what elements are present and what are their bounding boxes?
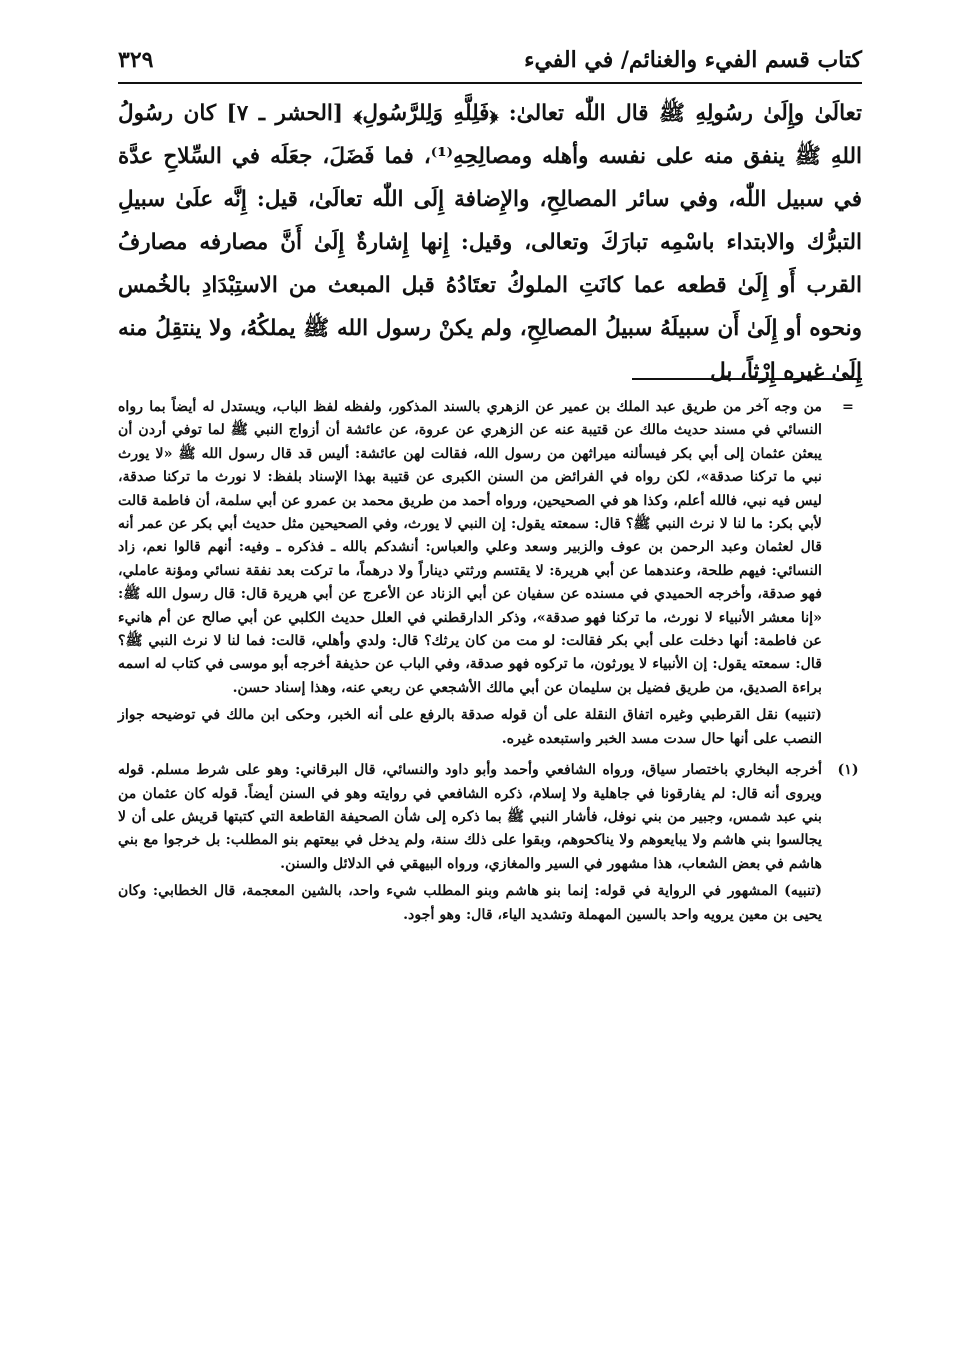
- footnote-1-marker: (١): [837, 762, 859, 779]
- page-header: [118, 40, 862, 80]
- footnotes-section: [118, 396, 862, 931]
- footnote-continuation: [118, 396, 862, 751]
- footnote-separator: [632, 378, 862, 380]
- continuation-marker: =: [842, 399, 854, 415]
- footnote-1-text: أخرجه البخاري باختصار سياق، ورواه الشافعي وأحمد وأبو داود والنسائي، قال البرقاني: وهو على شرط مسلم. قوله ويروى أنه قال: لم يفارقونا في جاهلية ولا إسلام، ذكره الشافعي في روايته وهو في السنن أيضاً. قوله كان عثمان من بني عبد شمس، وجبير من بني نوفل، فأشار النبي ﷺ بما ذكره إلى شأن الصحيفة القاطعة التي كتبتها قريش على أن لا يجالسوا بني هاشم ولا يبايعوهم ولا يناكحوهم، وبقوا على ذلك سنة، ولم يدخل في بيعتهم بنو المطلب: بل خرجوا مع بني هاشم في بعض الشعاب، هذا مشهور في السير والمغازي، ورواه البيهقي في الدلائل والسنن.: [118, 762, 822, 872]
- footnote-continuation-text: من وجه آخر من طريق عبد الملك بن عمير عن الزهري بالسند المذكور، ولفظه لفظ الباب، ويستدل له أيضاً بما رواه النسائي في مسند حديث مالك عن قتيبة عنه عن الزهري عن عروة، عن عائشة أن أزواج النبي ﷺ لما توفي أردن أن يبعثن عثمان إلى أبي بكر فيسألنه ميراثهن من رسول الله، فقالت لهن عائشة: أليس قد قال رسول الله ﷺ «لا يورث نبي ما تركنا صدقة»، لكن رواه في الفرائض من السنن الكبرى عن قتيبة بهذا الإسناد بلفظ: لا نورث ما تركنا صدقة، ليس فيه نبي، فالله أعلم، وكذا هو في الصحيحين، ورواه أحمد من طريق محمد بن عمرو عن أبي سلمة، أن فاطمة قالت لأبي بكر: ما لنا لا نرث النبي ﷺ؟ قال: سمعته يقول: إن النبي لا يورث، وفي الصحيحين مثل حديث أبي بكر عن عمر أنه قال لعثمان وعبد الرحمن بن عوف والزبير وسعد وعلي والعباس: أنشدكم بالله ـ فذكره ـ وفيه: أنهم قالوا نعم، زاد النسائي: فيهم طلحة، وعندهما عن أبي هريرة: لا يقتسم ورثتي ديناراً ولا درهماً، ما تركت بعد نفقة نسائي ومؤنة عاملي، فهو صدقة، وأخرجه الحميدي في مسنده عن سفيان عن أبي الزناد عن الأعرج عن أبي هريرة قال: قال رسول الله ﷺ: «إنا معشر الأنبياء لا نورث، ما تركنا فهو صدقة»، وذكر الدارقطني في العلل حديث الكلبي عن أبي صالح عن أم هانيء عن فاطمة: أنها دخلت على أبي بكر فقالت: لو مت من كان يرثك؟ قال: ولدي وأهلي، قالت: فما لنا لا نرث النبي ﷺ؟ قال: سمعته يقول: إن الأنبياء لا يورثون، ما تركوه فهو صدقة، وفي الباب عن حذيفة أخرجه أبو موسى في كتاب له اسمه براءة الصديق، من طريق فضيل بن سليمان عن أبي مالك الأشجعي عن ربعي عنه، وهذا إسناد حسن.: [118, 399, 822, 696]
- main-paragraph: تعالَىٰ وإِلَىٰ رسُولِهِ ﷺ قال اللّٰه تعالىٰ: ﴿فَلِلَّهِ وَلِلرَّسُولِ﴾ [الحشر ـ ٧] كان رسُولُ اللهِ ﷺ ينفق منه على نفسه وأهله ومصالِحِهِ⁽¹⁾، فما فَضَلَ، جعَلَه في السِّلاحِ عدَّة في سبيل اللّٰه، وفي سائر المصالِحِ، والإِضافة إِلَى اللّٰه تعالَىٰ، قيل: إِنَّه علَىٰ سبيلِ التبرُّك والابتداء باسْمِه تبارَكَ وتعالى، وقيل: إِنها إِشارةٌ إِلَىٰ أَنَّ مصارفه مصارفُ القرب أَو إِلَىٰ قطعه عما كانَتِ الملوكُ تعتَادُهُ قبل المبعث من الاستِبْدَادِ بالخُمس ونحوه أو إِلَىٰ أَن سبيلَهُ سبيلُ المصالِحِ، ولم يكنْ رسول الله ﷺ يملكُهُ، ولا ينتقِلُ منه إِلَىٰ غيره إِرْثاً، بل: [118, 101, 862, 384]
- page-number: ٣٢٩: [118, 47, 154, 73]
- footnote-1: [118, 759, 862, 927]
- main-text-block: [118, 92, 862, 393]
- footnote-continuation-note: (تنبيه) نقل القرطبي وغيره اتفاق النقلة على أن قوله صدقة بالرفع على أنه الخبر، وحكى ابن مالك في توضيحه جواز النصب على أنها حال سدت مسد الخبر واستبعده غيره.: [118, 707, 822, 747]
- header-rule: [118, 82, 862, 84]
- running-title: كتاب قسم الفيء والغنائم/ في الفيء: [524, 47, 862, 73]
- footnote-1-note: (تنبيه) المشهور في الرواية في قوله: إنما بنو هاشم وبنو المطلب شيء واحد، بالشين المعجمة، قال الخطابي: وكان يحيى بن معين يرويه واحد بالسين المهملة وتشديد الياء، قال: وهو أجود.: [118, 883, 822, 923]
